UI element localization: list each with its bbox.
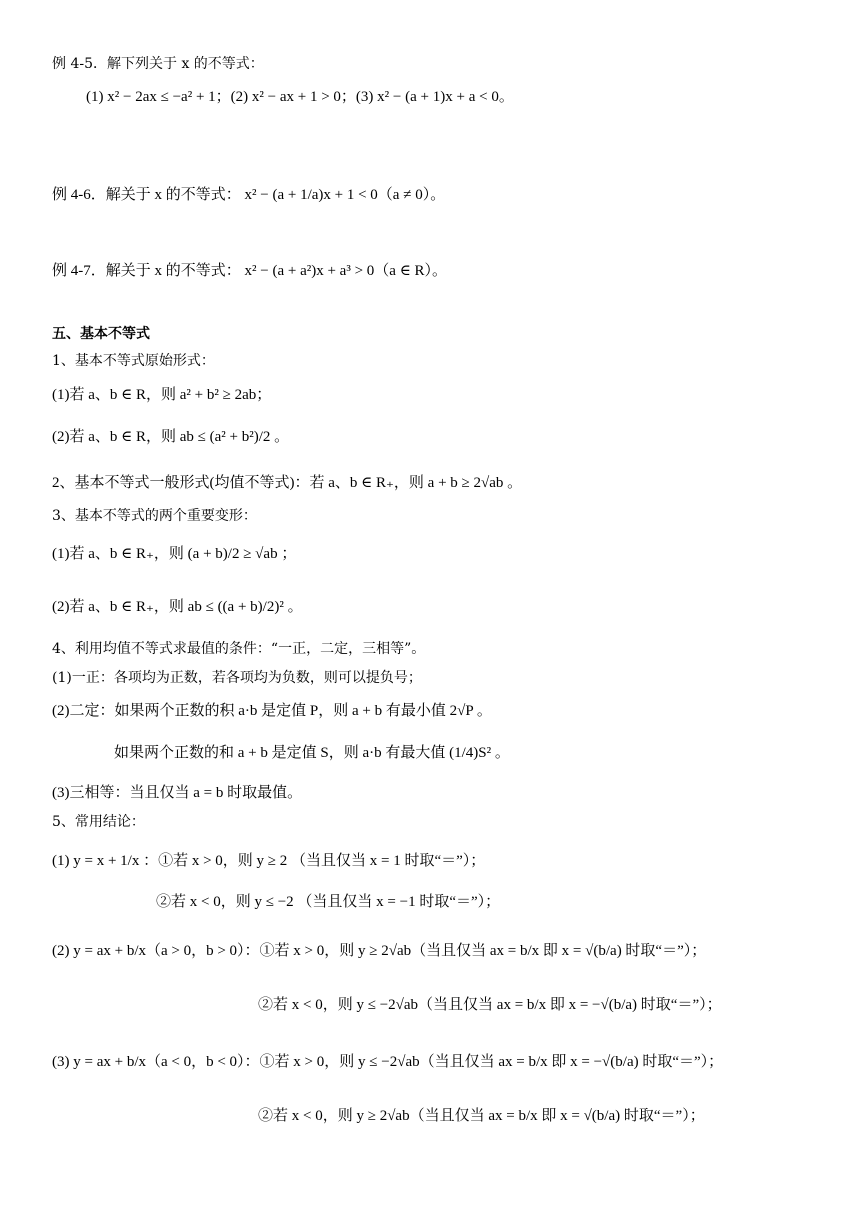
item-5-1-second: ②若 x < 0，则 y ≤ −2 （当且仅当 x = −1 时取“＝”）； (156, 894, 501, 910)
item-2: 2、基本不等式一般形式(均值不等式)：若 a、b ∈ R₊，则 a + b ≥ 2√ab 。 (52, 475, 523, 491)
example-4-5-title: 例 4-5．解下列关于 x 的不等式： (52, 56, 264, 72)
item-3: 3、基本不等式的两个重要变形： (52, 508, 257, 524)
item-1-1: (1)若 a、b ∈ R，则 a² + b² ≥ 2ab； (52, 387, 272, 403)
item-3-1: (1)若 a、b ∈ R₊，则 (a + b)/2 ≥ √ab ； (52, 546, 297, 562)
item-4: 4、利用均值不等式求最值的条件：“一正，二定，三相等”。 (52, 641, 426, 657)
item-5-1-first: (1) y = x + 1/x ：①若 x > 0，则 y ≥ 2 （当且仅当 x = 1 时取“＝”）； (52, 853, 486, 869)
section-heading: 五、基本不等式 (52, 326, 150, 342)
item-3-2: (2)若 a、b ∈ R₊，则 ab ≤ ((a + b)/2)² 。 (52, 599, 303, 615)
item-5-3-first: (3) y = ax + b/x（a < 0，b < 0）：①若 x > 0，则 y ≤ −2√ab（当且仅当 ax = b/x 即 x = −√(b/a) 时取“＝”）； (52, 1054, 724, 1070)
item-5-2-second: ②若 x < 0，则 y ≤ −2√ab（当且仅当 ax = b/x 即 x = −√(b/a) 时取“＝”）； (258, 997, 722, 1013)
example-4-6: 例 4-6．解关于 x 的不等式： x² − (a + 1/a)x + 1 < 0（a ≠ 0）。 (52, 187, 446, 203)
item-1: 1、基本不等式原始形式： (52, 353, 215, 369)
item-5-2-first: (2) y = ax + b/x（a > 0，b > 0）：①若 x > 0，则 y ≥ 2√ab（当且仅当 ax = b/x 即 x = √(b/a) 时取“＝”）； (52, 943, 707, 959)
item-4-2: (2)二定：如果两个正数的积 a·b 是定值 P，则 a + b 有最小值 2√P 。 (52, 703, 492, 719)
item-4-2-continued: 如果两个正数的和 a + b 是定值 S，则 a·b 有最大值 (1/4)S² 。 (114, 745, 510, 761)
example-4-7: 例 4-7．解关于 x 的不等式： x² − (a + a²)x + a³ > 0（a ∈ R）。 (52, 263, 448, 279)
item-5-3-second: ②若 x < 0，则 y ≥ 2√ab（当且仅当 ax = b/x 即 x = √(b/a) 时取“＝”）； (258, 1108, 705, 1124)
item-4-1: (1)一正：各项均为正数，若各项均为负数，则可以提负号； (52, 670, 422, 686)
item-5: 5、常用结论： (52, 814, 145, 830)
item-4-3: (3)三相等：当且仅当 a = b 时取最值。 (52, 785, 303, 801)
item-1-2: (2)若 a、b ∈ R，则 ab ≤ (a² + b²)/2 。 (52, 429, 290, 445)
example-4-5-items: (1) x² − 2ax ≤ −a² + 1；(2) x² − ax + 1 > 0；(3) x² − (a + 1)x + a < 0。 (86, 89, 514, 105)
